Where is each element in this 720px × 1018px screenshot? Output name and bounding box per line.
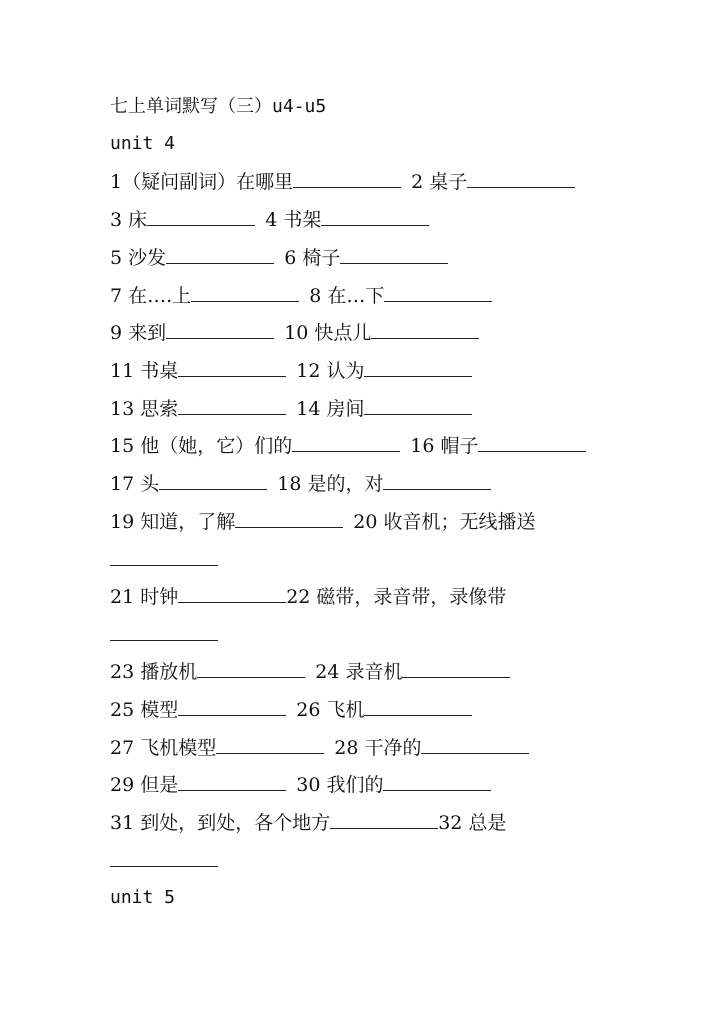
answer-blank-18[interactable] <box>383 472 491 490</box>
answer-blank-26[interactable] <box>364 698 472 716</box>
vocab-item-17: 17 头 <box>110 473 160 495</box>
answer-blank-2[interactable] <box>467 170 575 188</box>
vocab-item-7: 7 在….上 <box>110 285 192 307</box>
answer-blank-30[interactable] <box>383 773 491 791</box>
vocab-row-3 <box>110 246 448 270</box>
vocab-item-4: 4 书架 <box>265 209 322 231</box>
vocab-row-5 <box>110 321 479 345</box>
answer-blank-31[interactable] <box>330 811 438 829</box>
vocab-item-26: 26 飞机 <box>296 699 365 721</box>
answer-blank-23[interactable] <box>197 660 305 678</box>
answer-blank-10[interactable] <box>371 321 479 339</box>
vocab-row-2 <box>110 208 429 232</box>
vocab-item-6: 6 椅子 <box>284 247 341 269</box>
vocab-item-27: 27 飞机模型 <box>110 737 217 759</box>
vocab-row-16-wrap <box>110 849 218 873</box>
vocab-item-1: 1（疑问副词）在哪里 <box>110 171 294 193</box>
answer-blank-5[interactable] <box>166 246 274 264</box>
vocab-item-16: 16 帽子 <box>410 435 479 457</box>
vocab-item-24: 24 录音机 <box>315 661 403 683</box>
vocab-row-7 <box>110 397 472 421</box>
answer-blank-9[interactable] <box>166 321 274 339</box>
vocab-item-28: 28 干净的 <box>334 737 422 759</box>
worksheet-title: 七上单词默写（三）u4-u5 <box>110 96 327 117</box>
vocab-item-12: 12 认为 <box>296 360 365 382</box>
answer-blank-17[interactable] <box>159 472 267 490</box>
vocab-item-11: 11 书桌 <box>110 360 179 382</box>
vocab-item-29: 29 但是 <box>110 774 179 796</box>
vocab-row-12 <box>110 660 510 684</box>
answer-blank-4[interactable] <box>321 208 429 226</box>
answer-blank-1[interactable] <box>293 170 401 188</box>
vocab-item-22: 22 磁带，录音带，录像带 <box>286 586 507 608</box>
answer-blank-3[interactable] <box>147 208 255 226</box>
answer-blank-24[interactable] <box>402 660 510 678</box>
answer-blank-11[interactable] <box>178 359 286 377</box>
answer-blank-6[interactable] <box>340 246 448 264</box>
vocab-item-32: 32 总是 <box>438 812 507 834</box>
vocab-item-10: 10 快点儿 <box>284 322 372 344</box>
answer-blank-8[interactable] <box>384 284 492 302</box>
vocab-item-25: 25 模型 <box>110 699 179 721</box>
answer-blank-19[interactable] <box>235 510 343 528</box>
unit5-heading: unit 5 <box>110 887 176 908</box>
vocab-row-11-wrap <box>110 623 218 647</box>
vocab-item-3: 3 床 <box>110 209 148 231</box>
answer-blank-25[interactable] <box>178 698 286 716</box>
answer-blank-27[interactable] <box>216 736 324 754</box>
vocab-row-15 <box>110 773 491 797</box>
vocab-item-9: 9 来到 <box>110 322 167 344</box>
vocab-item-14: 14 房间 <box>296 398 365 420</box>
answer-blank-16[interactable] <box>478 434 586 452</box>
vocab-item-5: 5 沙发 <box>110 247 167 269</box>
vocab-row-8 <box>110 434 586 458</box>
answer-blank-14[interactable] <box>364 397 472 415</box>
vocab-row-1 <box>110 170 575 194</box>
vocab-item-31: 31 到处，到处，各个地方 <box>110 812 331 834</box>
vocab-item-23: 23 播放机 <box>110 661 198 683</box>
vocab-item-18: 18 是的，对 <box>277 473 384 495</box>
answer-blank-13[interactable] <box>178 397 286 415</box>
unit4-heading: unit 4 <box>110 133 176 154</box>
answer-blank-28[interactable] <box>421 736 529 754</box>
answer-blank-12[interactable] <box>364 359 472 377</box>
answer-blank-21[interactable] <box>178 585 286 603</box>
vocab-row-10 <box>110 510 535 534</box>
vocab-row-13 <box>110 698 472 722</box>
vocab-row-11 <box>110 585 506 609</box>
vocab-row-16 <box>110 811 506 835</box>
vocab-item-30: 30 我们的 <box>296 774 384 796</box>
answer-blank-15[interactable] <box>292 434 400 452</box>
vocab-row-6 <box>110 359 472 383</box>
vocab-item-8: 8 在…下 <box>309 285 385 307</box>
vocab-row-9 <box>110 472 491 496</box>
vocab-row-14 <box>110 736 529 760</box>
answer-blank-29[interactable] <box>178 773 286 791</box>
vocab-item-21: 21 时钟 <box>110 586 179 608</box>
answer-blank-7[interactable] <box>191 284 299 302</box>
answer-blank-32[interactable] <box>110 849 218 867</box>
vocab-item-15: 15 他（她，它）们的 <box>110 435 293 457</box>
vocab-item-19: 19 知道，了解 <box>110 511 236 533</box>
answer-blank-20[interactable] <box>110 548 218 566</box>
vocab-item-20: 20 收音机；无线播送 <box>353 511 536 533</box>
vocab-item-13: 13 思索 <box>110 398 179 420</box>
vocab-row-10-wrap <box>110 548 218 572</box>
vocab-item-2: 2 桌子 <box>411 171 468 193</box>
answer-blank-22[interactable] <box>110 623 218 641</box>
vocab-row-4 <box>110 284 492 308</box>
